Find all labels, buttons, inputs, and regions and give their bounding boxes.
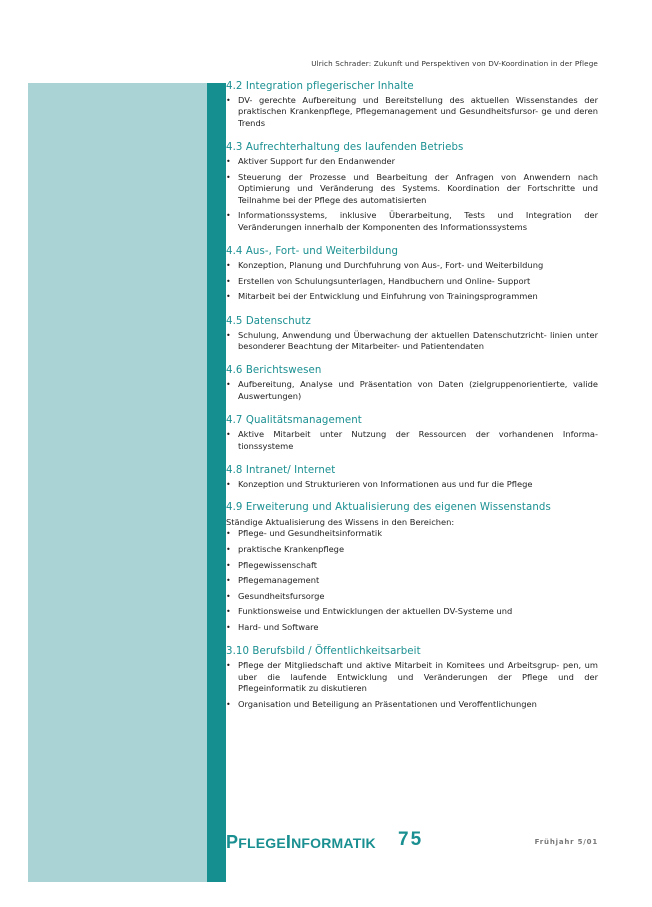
- bullet-list: [226, 479, 598, 490]
- brand-cap-p: P: [226, 832, 239, 852]
- list-item: • Pflegemanagement: [226, 575, 598, 586]
- bullet-list: [226, 379, 598, 402]
- list-item: • Steuerung der Prozesse und Bearbeitung der Anfragen von Anwendern nach Optimierung und Veränderung des Systems. Koordination der Fortschritte und Teilnahme bei der Pflege des automatisierten: [226, 172, 598, 206]
- left-color-band: [28, 83, 207, 882]
- list-item: • Informationssystems, inklusive Überarbeitung, Tests und Integration der Veränderungen innerhalb der Komponenten des Informationssystems: [226, 210, 598, 233]
- running-head: Ulrich Schrader: Zukunft und Perspektiven von DV-Koordination in der Pflege: [311, 59, 598, 68]
- list-item: • Gesundheitsfursorge: [226, 591, 598, 602]
- brand-cap-i: I: [285, 832, 292, 852]
- section-4-8: [226, 464, 598, 490]
- list-item: • Aktive Mitarbeit unter Nutzung der Ressourcen der vorhandenen Informa- tionssysteme: [226, 429, 598, 452]
- list-item: • Mitarbeit bei der Entwicklung und Einfuhrung von Trainingsprogrammen: [226, 291, 598, 302]
- list-item: • Pflegewissenschaft: [226, 560, 598, 571]
- list-item: • praktische Krankenpflege: [226, 544, 598, 555]
- section-heading: 4.6 Berichtswesen: [226, 365, 322, 377]
- section-4-2: [226, 80, 598, 129]
- main-content: [226, 80, 598, 722]
- brand-rest-flege: FLEGE: [238, 835, 286, 851]
- section-4-7: [226, 414, 598, 452]
- section-intro: Ständige Aktualisierung des Wissens in den Bereichen:: [226, 517, 455, 528]
- journal-brand: [226, 832, 376, 853]
- list-item: • DV- gerechte Aufbereitung und Bereitstellung des aktuellen Wissenstandes der praktischen Krankenpflege, Pflegemanagement und Gesundheitsfursor- ge und deren Trends: [226, 95, 598, 129]
- bullet-list: [226, 660, 598, 710]
- bullet-list: [226, 156, 598, 233]
- list-item: • Aktiver Support fur den Endanwender: [226, 156, 598, 167]
- section-4-4: [226, 245, 598, 303]
- brand-rest-nformatik: NFORMATIK: [291, 835, 376, 851]
- bullet-list: [226, 95, 598, 129]
- section-4-6: [226, 364, 598, 402]
- section-heading: 4.5 Datenschutz: [226, 315, 311, 327]
- section-heading: 4.9 Erweiterung und Aktualisierung des eigenen Wissenstands: [226, 502, 551, 514]
- list-item: • Hard- und Software: [226, 622, 598, 633]
- list-item: • Schulung, Anwendung und Überwachung der aktuellen Datenschutzricht- linien unter besonderer Beachtung der Mitarbeiter- und Patientendaten: [226, 330, 598, 353]
- bullet-list: [226, 429, 598, 452]
- bullet-list: [226, 260, 598, 303]
- list-item: • Organisation und Beteiligung an Präsentationen und Veroffentlichungen: [226, 699, 598, 710]
- list-item: • Konzeption und Strukturieren von Informationen aus und fur die Pflege: [226, 479, 598, 490]
- bullet-list: [226, 528, 598, 633]
- list-item: • Funktionsweise und Entwicklungen der aktuellen DV-Systeme und: [226, 606, 598, 617]
- list-item: • Pflege- und Gesundheitsinformatik: [226, 528, 598, 539]
- issue-label: Frühjahr 5/01: [534, 838, 598, 846]
- section-heading: 4.2 Integration pflegerischer Inhalte: [226, 81, 414, 92]
- list-item: • Aufbereitung, Analyse und Präsentation von Daten (zielgruppenorientierte, valide Auswertungen): [226, 379, 598, 402]
- list-item: • Konzeption, Planung und Durchfuhrung von Aus-, Fort- und Weiterbildung: [226, 260, 598, 271]
- section-3-10: [226, 645, 598, 710]
- section-heading: 4.8 Intranet/ Internet: [226, 465, 336, 477]
- section-heading: 4.7 Qualitätsmanagement: [226, 415, 362, 427]
- section-heading: 4.3 Aufrechterhaltung des laufenden Betriebs: [226, 142, 464, 154]
- bullet-list: [226, 330, 598, 353]
- section-4-3: [226, 141, 598, 233]
- page-footer: [226, 829, 598, 854]
- section-4-5: [226, 315, 598, 353]
- section-4-9: [226, 501, 598, 633]
- page-number: 75: [398, 829, 424, 850]
- left-accent-stripe: [207, 83, 226, 882]
- list-item: • Pflege der Mitgliedschaft und aktive Mitarbeit in Komitees und Arbeitsgrup- pen, um uber die laufende Entwicklung und Veränderungen der Pflege und der Pflegeinformatik zu diskutieren: [226, 660, 598, 694]
- section-heading: 4.4 Aus-, Fort- und Weiterbildung: [226, 246, 399, 258]
- section-heading: 3.10 Berufsbild / Öffentlichkeitsarbeit: [226, 646, 421, 658]
- list-item: • Erstellen von Schulungsunterlagen, Handbuchern und Online- Support: [226, 276, 598, 287]
